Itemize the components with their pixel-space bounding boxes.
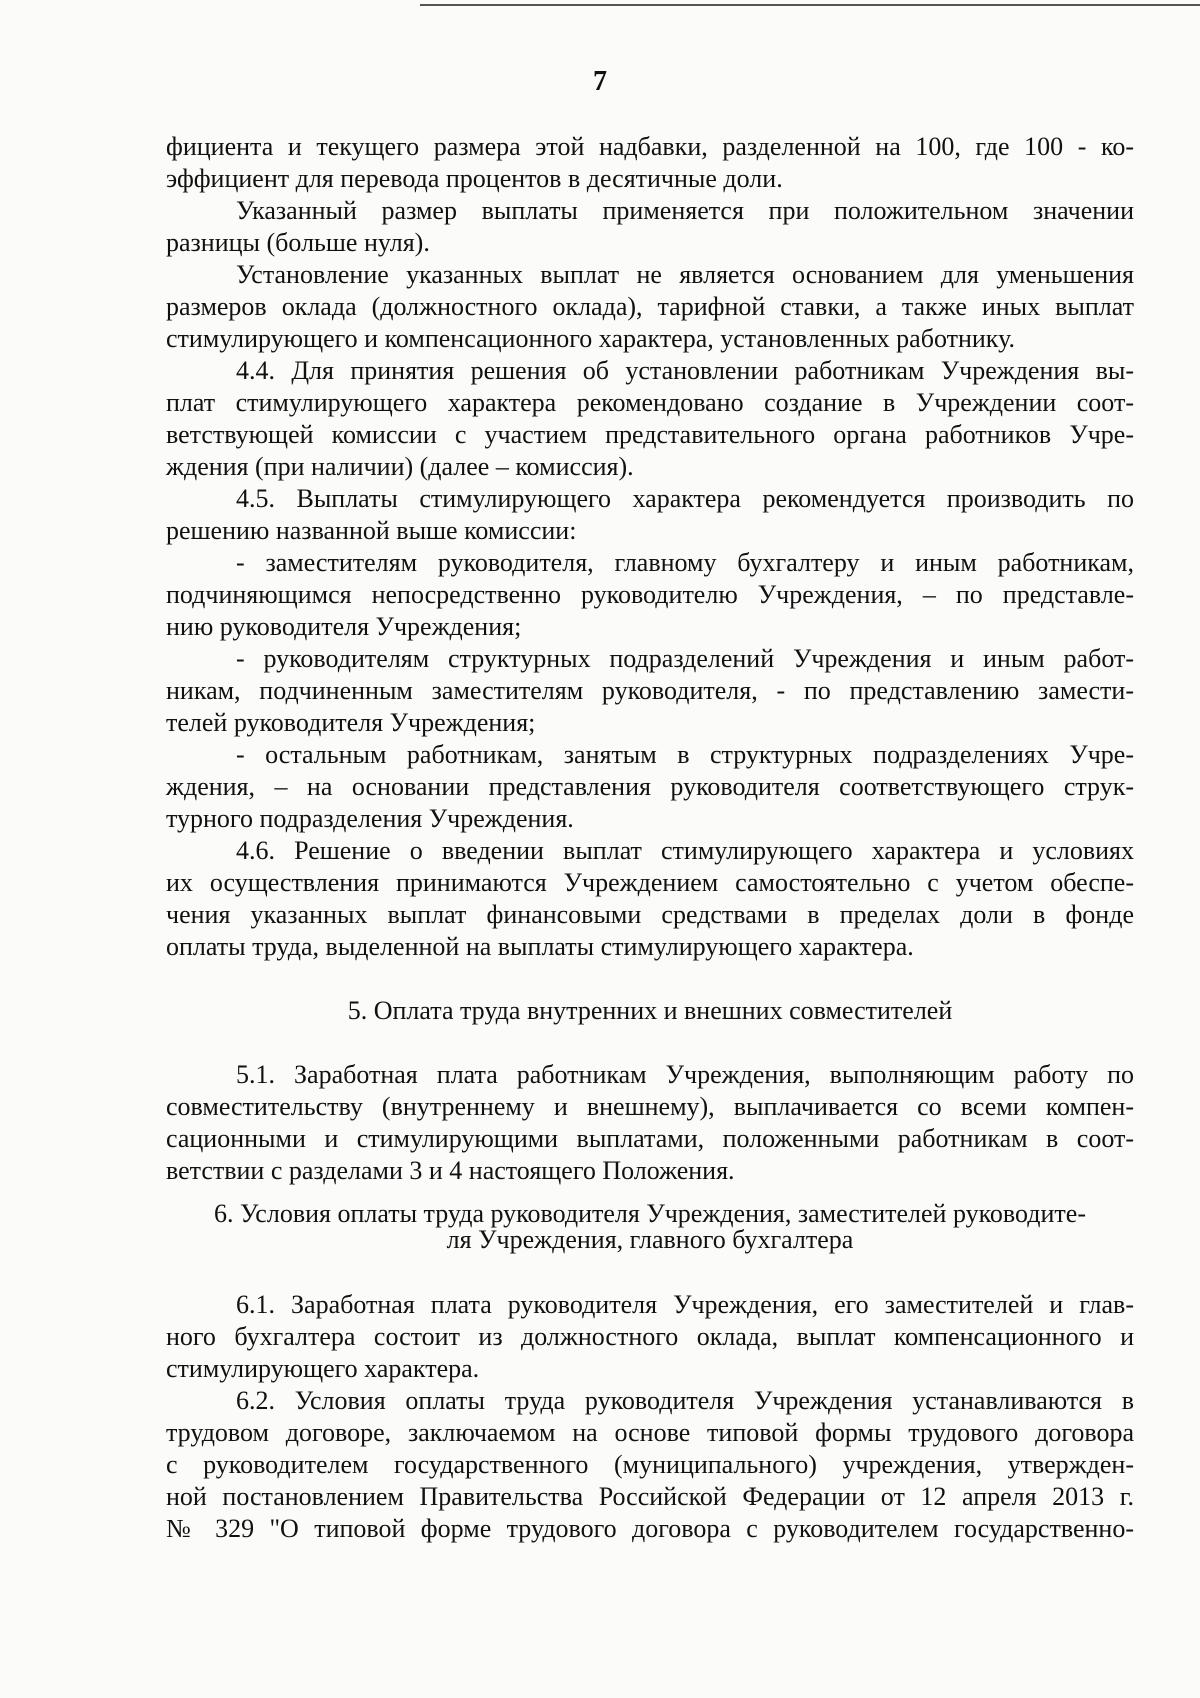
paragraph-line: 4.4. Для принятия решения об установлении работникам Учреждения вы- [236, 356, 1134, 385]
paragraph-line: 6.1. Заработная плата руководителя Учреждения, его заместителей и глав- [236, 1290, 1134, 1319]
paragraph-line: эффициент для перевода процентов в десятичные доли. [166, 164, 783, 193]
section-heading: ля Учреждения, главного бухгалтера [446, 1225, 854, 1254]
paragraph-line: совместительству (внутреннему и внешнему), выплачивается со всеми компен- [166, 1092, 1134, 1121]
paragraph-line: размеров оклада (должностного оклада), тарифной ставки, а также иных выплат [166, 292, 1134, 321]
paragraph-line: стимулирующего и компенсационного характера, установленных работнику. [166, 324, 1015, 353]
list-item-line: телей руководителя Учреждения; [166, 708, 536, 737]
section-heading: 5. Оплата труда внутренних и внешних совместителей [347, 996, 953, 1025]
list-item-line: турного подразделения Учреждения. [166, 804, 574, 833]
paragraph-line: ной постановлением Правительства Российской Федерации от 12 апреля 2013 г. [166, 1482, 1134, 1511]
paragraph-line: трудовом договоре, заключаемом на основе типовой формы трудового договора [166, 1418, 1134, 1447]
paragraph-line: плат стимулирующего характера рекомендовано создание в Учреждении соот- [166, 388, 1134, 417]
document-body [166, 131, 1134, 1545]
paragraph-line: Установление указанных выплат не является основанием для уменьшения [236, 260, 1134, 289]
paragraph-line: их осуществления принимаются Учреждением самостоятельно с учетом обеспе- [166, 868, 1134, 897]
paragraph-line: Указанный размер выплаты применяется при положительном значении [236, 196, 1134, 225]
paragraph-line: разницы (больше нуля). [166, 228, 430, 257]
paragraph-line: оплаты труда, выделенной на выплаты стимулирующего характера. [166, 932, 914, 961]
list-item-line: - заместителям руководителя, главному бухгалтеру и иным работникам, [236, 548, 1134, 577]
top-rule [420, 4, 1200, 6]
paragraph-line: сационными и стимулирующими выплатами, положенными работникам в соот- [166, 1124, 1134, 1153]
paragraph-line: ждения (при наличии) (далее – комиссия). [166, 452, 634, 481]
list-item-line: никам, подчиненным заместителям руководителя, - по представлению замести- [166, 676, 1134, 705]
paragraph-line: 5.1. Заработная плата работникам Учреждения, выполняющим работу по [236, 1060, 1134, 1089]
paragraph-line: ветствующей комиссии с участием представительного органа работников Учре- [166, 420, 1134, 449]
paragraph-line: решению названной выше комиссии: [166, 516, 577, 545]
paragraph-line: чения указанных выплат финансовыми средствами в пределах доли в фонде [166, 900, 1134, 929]
paragraph-line: 4.6. Решение о введении выплат стимулирующего характера и условиях [236, 836, 1134, 865]
paragraph-line: № 329 "О типовой форме трудового договора с руководителем государственно- [166, 1514, 1134, 1543]
list-item-line: нию руководителя Учреждения; [166, 612, 522, 641]
paragraph-line: 4.5. Выплаты стимулирующего характера рекомендуется производить по [236, 484, 1134, 513]
paragraph-line: 6.2. Условия оплаты труда руководителя Учреждения устанавливаются в [236, 1386, 1134, 1415]
page-number: 7 [593, 66, 607, 97]
paragraph-line: фициента и текущего размера этой надбавки, разделенной на 100, где 100 - ко- [166, 132, 1134, 161]
paragraph-line: стимулирующего характера. [166, 1354, 480, 1383]
list-item-line: - руководителям структурных подразделений Учреждения и иным работ- [236, 644, 1134, 673]
paragraph-line: с руководителем государственного (муниципального) учреждения, утвержден- [166, 1450, 1134, 1479]
section-heading: 6. Условия оплаты труда руководителя Учреждения, заместителей руководите- [214, 1199, 1086, 1228]
list-item-line: ждения, – на основании представления руководителя соответствующего струк- [166, 772, 1134, 801]
list-item-line: подчиняющимся непосредственно руководителю Учреждения, – по представле- [166, 580, 1134, 609]
list-item-line: - остальным работникам, занятым в структурных подразделениях Учре- [236, 740, 1134, 769]
paragraph-line: ветствии с разделами 3 и 4 настоящего Положения. [166, 1156, 735, 1185]
paragraph-line: ного бухгалтера состоит из должностного оклада, выплат компенсационного и [166, 1322, 1134, 1351]
